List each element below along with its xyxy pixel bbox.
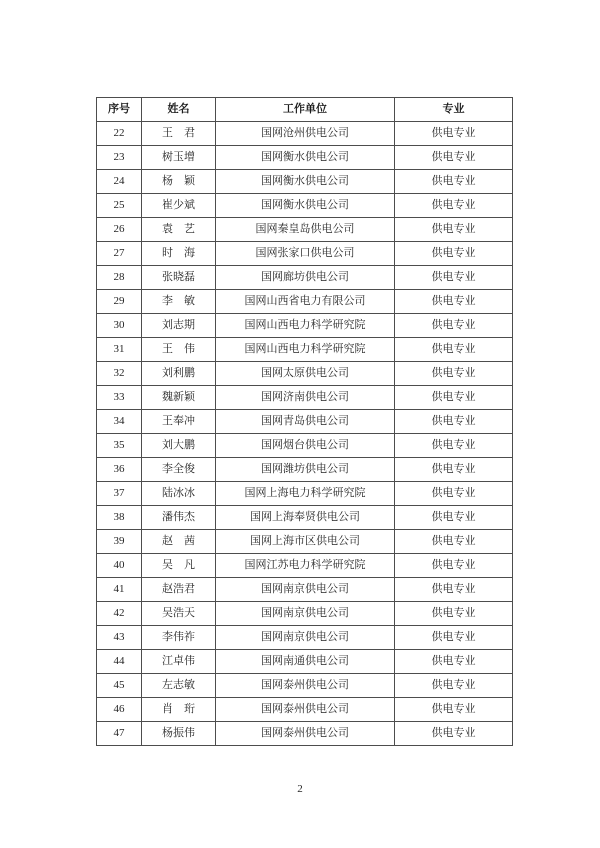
page-number: 2 <box>297 783 303 795</box>
cell-major: 供电专业 <box>395 362 513 386</box>
table-header-row <box>97 98 513 122</box>
cell-unit: 国网上海电力科学研究院 <box>216 482 395 506</box>
cell-unit: 国网山西省电力有限公司 <box>216 290 395 314</box>
cell-seq: 22 <box>97 122 142 146</box>
cell-name: 赵浩君 <box>142 578 216 602</box>
cell-major: 供电专业 <box>395 626 513 650</box>
table-row <box>97 722 513 746</box>
cell-name: 杨振伟 <box>142 722 216 746</box>
cell-seq: 44 <box>97 650 142 674</box>
cell-seq: 40 <box>97 554 142 578</box>
cell-name: 魏新颖 <box>142 386 216 410</box>
cell-unit: 国网南京供电公司 <box>216 578 395 602</box>
cell-name: 江卓伟 <box>142 650 216 674</box>
cell-major: 供电专业 <box>395 314 513 338</box>
cell-name: 李 敏 <box>142 290 216 314</box>
cell-major: 供电专业 <box>395 242 513 266</box>
cell-unit: 国网衡水供电公司 <box>216 146 395 170</box>
cell-unit: 国网烟台供电公司 <box>216 434 395 458</box>
cell-unit: 国网廊坊供电公司 <box>216 266 395 290</box>
cell-seq: 46 <box>97 698 142 722</box>
cell-seq: 39 <box>97 530 142 554</box>
cell-unit: 国网山西电力科学研究院 <box>216 314 395 338</box>
cell-major: 供电专业 <box>395 386 513 410</box>
cell-seq: 36 <box>97 458 142 482</box>
cell-major: 供电专业 <box>395 266 513 290</box>
cell-seq: 35 <box>97 434 142 458</box>
cell-unit: 国网衡水供电公司 <box>216 194 395 218</box>
table-row <box>97 266 513 290</box>
header-cell-unit: 工作单位 <box>216 98 395 122</box>
table-row <box>97 290 513 314</box>
cell-unit: 国网太原供电公司 <box>216 362 395 386</box>
cell-name: 刘志期 <box>142 314 216 338</box>
cell-seq: 27 <box>97 242 142 266</box>
cell-name: 王 伟 <box>142 338 216 362</box>
table-row <box>97 578 513 602</box>
cell-major: 供电专业 <box>395 338 513 362</box>
table-row <box>97 218 513 242</box>
cell-unit: 国网潍坊供电公司 <box>216 458 395 482</box>
cell-major: 供电专业 <box>395 218 513 242</box>
cell-unit: 国网济南供电公司 <box>216 386 395 410</box>
cell-major: 供电专业 <box>395 122 513 146</box>
table-row <box>97 698 513 722</box>
cell-name: 潘伟杰 <box>142 506 216 530</box>
table-row <box>97 362 513 386</box>
table-row <box>97 482 513 506</box>
cell-major: 供电专业 <box>395 146 513 170</box>
cell-seq: 23 <box>97 146 142 170</box>
cell-name: 杨 颖 <box>142 170 216 194</box>
cell-name: 李伟祚 <box>142 626 216 650</box>
cell-major: 供电专业 <box>395 602 513 626</box>
cell-unit: 国网上海奉贤供电公司 <box>216 506 395 530</box>
cell-seq: 43 <box>97 626 142 650</box>
table-row <box>97 410 513 434</box>
cell-major: 供电专业 <box>395 650 513 674</box>
cell-seq: 26 <box>97 218 142 242</box>
cell-seq: 31 <box>97 338 142 362</box>
cell-unit: 国网泰州供电公司 <box>216 674 395 698</box>
cell-major: 供电专业 <box>395 290 513 314</box>
table-row <box>97 506 513 530</box>
cell-major: 供电专业 <box>395 434 513 458</box>
table-row <box>97 602 513 626</box>
table-row <box>97 122 513 146</box>
cell-unit: 国网张家口供电公司 <box>216 242 395 266</box>
cell-unit: 国网南京供电公司 <box>216 626 395 650</box>
cell-name: 肖 珩 <box>142 698 216 722</box>
cell-seq: 45 <box>97 674 142 698</box>
cell-major: 供电专业 <box>395 194 513 218</box>
cell-major: 供电专业 <box>395 554 513 578</box>
table-row <box>97 146 513 170</box>
cell-name: 王奉冲 <box>142 410 216 434</box>
cell-major: 供电专业 <box>395 482 513 506</box>
cell-unit: 国网上海市区供电公司 <box>216 530 395 554</box>
table-row <box>97 170 513 194</box>
cell-name: 刘利鹏 <box>142 362 216 386</box>
cell-seq: 30 <box>97 314 142 338</box>
cell-name: 赵 茜 <box>142 530 216 554</box>
table-row <box>97 242 513 266</box>
cell-unit: 国网山西电力科学研究院 <box>216 338 395 362</box>
cell-name: 崔少斌 <box>142 194 216 218</box>
cell-unit: 国网泰州供电公司 <box>216 722 395 746</box>
cell-major: 供电专业 <box>395 410 513 434</box>
header-cell-name: 姓名 <box>142 98 216 122</box>
cell-seq: 47 <box>97 722 142 746</box>
table-row <box>97 386 513 410</box>
cell-name: 陆冰冰 <box>142 482 216 506</box>
cell-name: 树玉增 <box>142 146 216 170</box>
cell-name: 李全俊 <box>142 458 216 482</box>
cell-name: 吴 凡 <box>142 554 216 578</box>
cell-unit: 国网衡水供电公司 <box>216 170 395 194</box>
cell-major: 供电专业 <box>395 698 513 722</box>
cell-seq: 37 <box>97 482 142 506</box>
cell-unit: 国网南通供电公司 <box>216 650 395 674</box>
cell-major: 供电专业 <box>395 458 513 482</box>
table-row <box>97 650 513 674</box>
cell-name: 时 海 <box>142 242 216 266</box>
cell-seq: 34 <box>97 410 142 434</box>
roster-table <box>96 97 513 746</box>
header-cell-seq: 序号 <box>97 98 142 122</box>
cell-major: 供电专业 <box>395 530 513 554</box>
cell-name: 吴浩天 <box>142 602 216 626</box>
cell-seq: 24 <box>97 170 142 194</box>
cell-unit: 国网泰州供电公司 <box>216 698 395 722</box>
table-row <box>97 554 513 578</box>
header-cell-major: 专业 <box>395 98 513 122</box>
cell-name: 王 君 <box>142 122 216 146</box>
cell-unit: 国网南京供电公司 <box>216 602 395 626</box>
cell-seq: 29 <box>97 290 142 314</box>
table-row <box>97 314 513 338</box>
table-row <box>97 458 513 482</box>
cell-seq: 32 <box>97 362 142 386</box>
table-row <box>97 194 513 218</box>
cell-name: 刘大鹏 <box>142 434 216 458</box>
table-row <box>97 626 513 650</box>
cell-seq: 41 <box>97 578 142 602</box>
cell-unit: 国网秦皇岛供电公司 <box>216 218 395 242</box>
cell-major: 供电专业 <box>395 506 513 530</box>
table-row <box>97 530 513 554</box>
cell-name: 袁 艺 <box>142 218 216 242</box>
table-row <box>97 434 513 458</box>
cell-name: 张晓磊 <box>142 266 216 290</box>
cell-major: 供电专业 <box>395 578 513 602</box>
cell-unit: 国网沧州供电公司 <box>216 122 395 146</box>
cell-seq: 28 <box>97 266 142 290</box>
cell-unit: 国网青岛供电公司 <box>216 410 395 434</box>
cell-seq: 38 <box>97 506 142 530</box>
cell-unit: 国网江苏电力科学研究院 <box>216 554 395 578</box>
cell-major: 供电专业 <box>395 674 513 698</box>
cell-seq: 42 <box>97 602 142 626</box>
cell-major: 供电专业 <box>395 722 513 746</box>
cell-major: 供电专业 <box>395 170 513 194</box>
table-row <box>97 338 513 362</box>
cell-seq: 25 <box>97 194 142 218</box>
cell-name: 左志敏 <box>142 674 216 698</box>
cell-seq: 33 <box>97 386 142 410</box>
table-row <box>97 674 513 698</box>
